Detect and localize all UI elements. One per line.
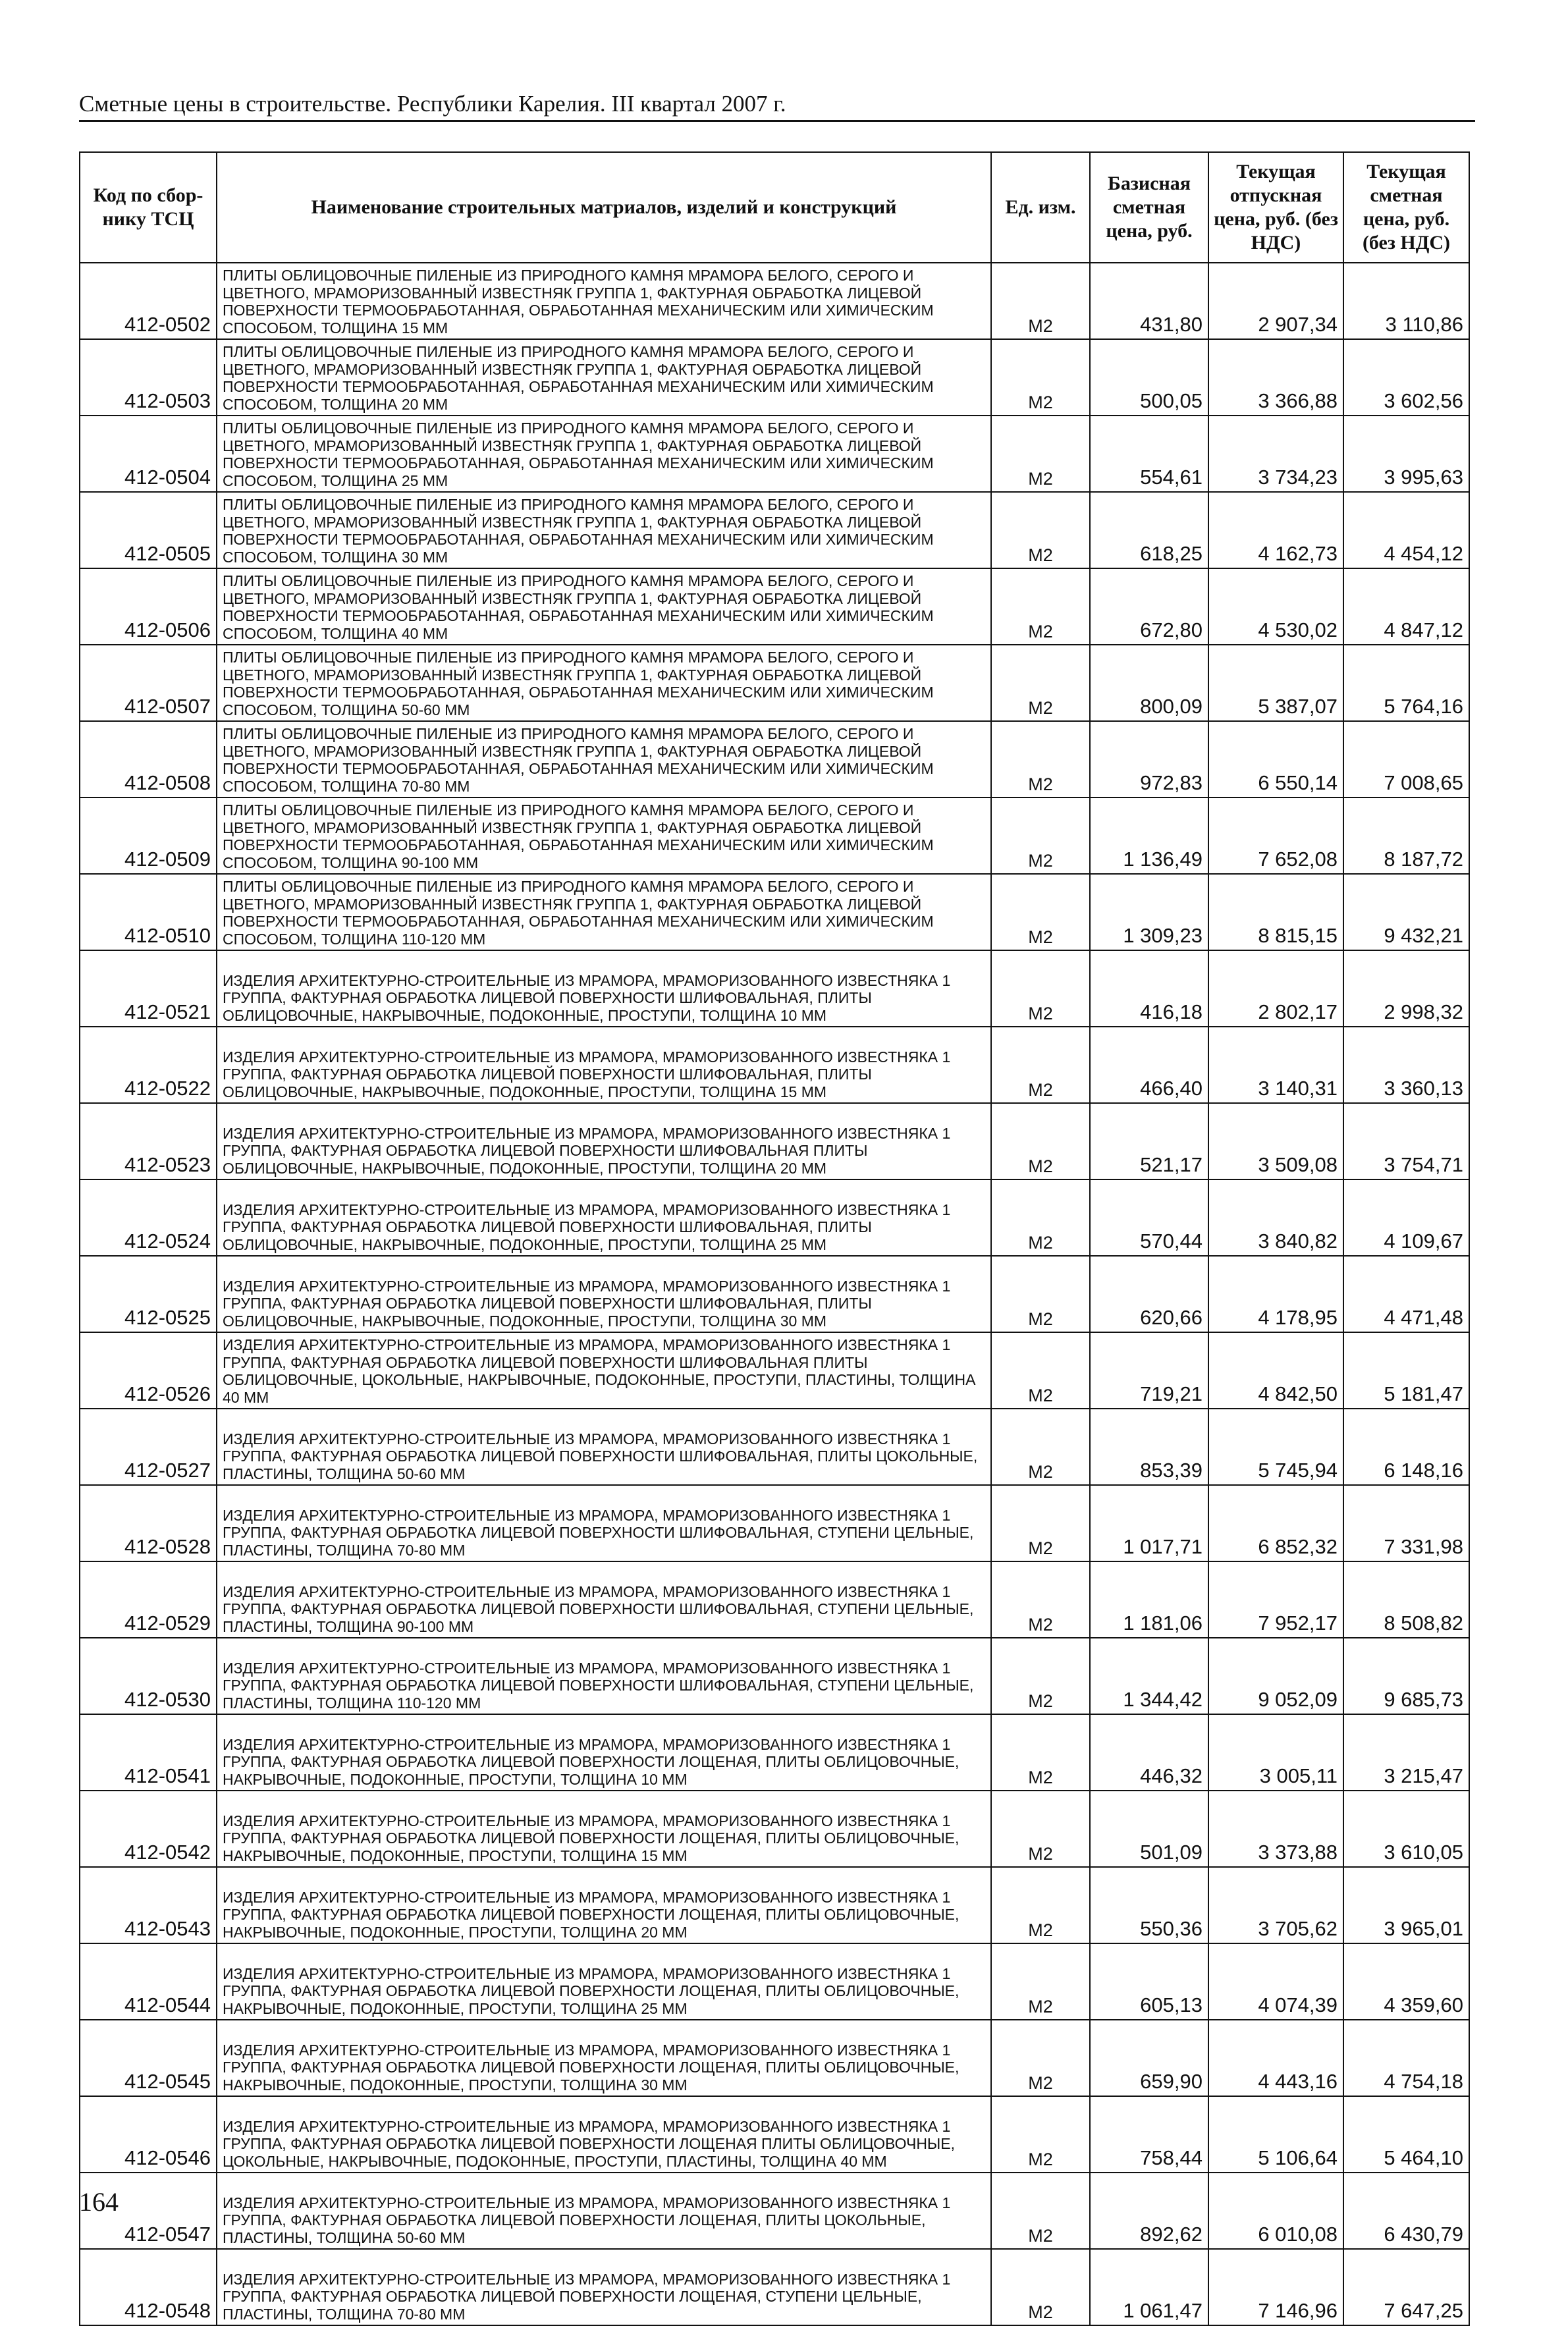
cell-code: 412-0522 — [80, 1027, 217, 1103]
cell-base-price: 521,17 — [1090, 1103, 1208, 1179]
cell-current-estimate-price: 3 995,63 — [1343, 416, 1469, 492]
cell-base-price: 446,32 — [1090, 1714, 1208, 1791]
table-row — [80, 1256, 1469, 1332]
cell-code: 412-0542 — [80, 1791, 217, 1867]
table-row — [80, 950, 1469, 1027]
cell-base-price: 972,83 — [1090, 721, 1208, 798]
cell-current-estimate-price: 5 464,10 — [1343, 2096, 1469, 2173]
cell-name: ПЛИТЫ ОБЛИЦОВОЧНЫЕ ПИЛЕНЫЕ ИЗ ПРИРОДНОГО КАМНЯ МРАМОРА БЕЛОГО, СЕРОГО И ЦВЕТНОГО, МРАМОРИЗОВАННЫЙ ИЗВЕСТНЯК ГРУППА 1, ФАКТУРНАЯ ОБРАБОТКА ЛИЦЕВОЙ ПОВЕРХНОСТИ ТЕРМООБРАБОТАННАЯ, ОБРАБОТАННАЯ МЕХАНИЧЕСКИМ ИЛИ ХИМИЧЕСКИМ СПОСОБОМ, ТОЛЩИНА 90-100 ММ — [217, 798, 991, 874]
cell-code: 412-0510 — [80, 874, 217, 950]
table-row — [80, 568, 1469, 645]
cell-unit: М2 — [991, 950, 1090, 1027]
cell-code: 412-0526 — [80, 1332, 217, 1409]
cell-base-price: 466,40 — [1090, 1027, 1208, 1103]
cell-name: ИЗДЕЛИЯ АРХИТЕКТУРНО-СТРОИТЕЛЬНЫЕ ИЗ МРАМОРА, МРАМОРИЗОВАННОГО ИЗВЕСТНЯКА 1 ГРУППА, ФАКТУРНАЯ ОБРАБОТКА ЛИЦЕВОЙ ПОВЕРХНОСТИ ШЛИФОВАЛЬНАЯ, ПЛИТЫ ОБЛИЦОВОЧНЫЕ, НАКРЫВОЧНЫЕ, ПОДОКОННЫЕ, ПРОСТУПИ, ТОЛЩИНА 25 ММ — [217, 1179, 991, 1256]
cell-unit: М2 — [991, 1027, 1090, 1103]
cell-base-price: 758,44 — [1090, 2096, 1208, 2173]
price-table — [79, 151, 1470, 2326]
cell-base-price: 719,21 — [1090, 1332, 1208, 1409]
cell-base-price: 501,09 — [1090, 1791, 1208, 1867]
cell-name: ИЗДЕЛИЯ АРХИТЕКТУРНО-СТРОИТЕЛЬНЫЕ ИЗ МРАМОРА, МРАМОРИЗОВАННОГО ИЗВЕСТНЯКА 1 ГРУППА, ФАКТУРНАЯ ОБРАБОТКА ЛИЦЕВОЙ ПОВЕРХНОСТИ ЛОЩЕНАЯ, ПЛИТЫ ОБЛИЦОВОЧНЫЕ, НАКРЫВОЧНЫЕ, ПОДОКОННЫЕ, ПРОСТУПИ, ТОЛЩИНА 10 ММ — [217, 1714, 991, 1791]
cell-code: 412-0508 — [80, 721, 217, 798]
cell-unit: М2 — [991, 1179, 1090, 1256]
table-row — [80, 1867, 1469, 1943]
cell-unit: М2 — [991, 1791, 1090, 1867]
cell-current-estimate-price: 7 331,98 — [1343, 1485, 1469, 1561]
cell-current-release-price: 6 550,14 — [1208, 721, 1343, 798]
column-header-name: Наименование строительных матриалов, изделий и конструкций — [217, 152, 991, 263]
column-header-unit: Ед. изм. — [991, 152, 1090, 263]
cell-code: 412-0521 — [80, 950, 217, 1027]
cell-code: 412-0541 — [80, 1714, 217, 1791]
cell-name: ПЛИТЫ ОБЛИЦОВОЧНЫЕ ПИЛЕНЫЕ ИЗ ПРИРОДНОГО КАМНЯ МРАМОРА БЕЛОГО, СЕРОГО И ЦВЕТНОГО, МРАМОРИЗОВАННЫЙ ИЗВЕСТНЯК ГРУППА 1, ФАКТУРНАЯ ОБРАБОТКА ЛИЦЕВОЙ ПОВЕРХНОСТИ ТЕРМООБРАБОТАННАЯ, ОБРАБОТАННАЯ МЕХАНИЧЕСКИМ ИЛИ ХИМИЧЕСКИМ СПОСОБОМ, ТОЛЩИНА 110-120 ММ — [217, 874, 991, 950]
cell-code: 412-0525 — [80, 1256, 217, 1332]
cell-current-estimate-price: 5 181,47 — [1343, 1332, 1469, 1409]
cell-base-price: 1 309,23 — [1090, 874, 1208, 950]
cell-base-price: 570,44 — [1090, 1179, 1208, 1256]
cell-name: ИЗДЕЛИЯ АРХИТЕКТУРНО-СТРОИТЕЛЬНЫЕ ИЗ МРАМОРА, МРАМОРИЗОВАННОГО ИЗВЕСТНЯКА 1 ГРУППА, ФАКТУРНАЯ ОБРАБОТКА ЛИЦЕВОЙ ПОВЕРХНОСТИ ШЛИФОВАЛЬНАЯ, СТУПЕНИ ЦЕЛЬНЫЕ, ПЛАСТИНЫ, ТОЛЩИНА 90-100 ММ — [217, 1561, 991, 1638]
cell-current-release-price: 4 443,16 — [1208, 2020, 1343, 2096]
cell-unit: М2 — [991, 492, 1090, 568]
table-row — [80, 1791, 1469, 1867]
cell-unit: М2 — [991, 645, 1090, 721]
cell-base-price: 431,80 — [1090, 263, 1208, 339]
cell-name: ИЗДЕЛИЯ АРХИТЕКТУРНО-СТРОИТЕЛЬНЫЕ ИЗ МРАМОРА, МРАМОРИЗОВАННОГО ИЗВЕСТНЯКА 1 ГРУППА, ФАКТУРНАЯ ОБРАБОТКА ЛИЦЕВОЙ ПОВЕРХНОСТИ ЛОЩЕНАЯ, ПЛИТЫ ОБЛИЦОВОЧНЫЕ, НАКРЫВОЧНЫЕ, ПОДОКОННЫЕ, ПРОСТУПИ, ТОЛЩИНА 15 ММ — [217, 1791, 991, 1867]
cell-name: ИЗДЕЛИЯ АРХИТЕКТУРНО-СТРОИТЕЛЬНЫЕ ИЗ МРАМОРА, МРАМОРИЗОВАННОГО ИЗВЕСТНЯКА 1 ГРУППА, ФАКТУРНАЯ ОБРАБОТКА ЛИЦЕВОЙ ПОВЕРХНОСТИ ШЛИФОВАЛЬНАЯ, ПЛИТЫ ОБЛИЦОВОЧНЫЕ, НАКРЫВОЧНЫЕ, ПОДОКОННЫЕ, ПРОСТУПИ, ТОЛЩИНА 30 ММ — [217, 1256, 991, 1332]
table-row — [80, 2020, 1469, 2096]
cell-current-estimate-price: 3 360,13 — [1343, 1027, 1469, 1103]
cell-unit: М2 — [991, 1409, 1090, 1485]
cell-base-price: 500,05 — [1090, 339, 1208, 416]
cell-name: ИЗДЕЛИЯ АРХИТЕКТУРНО-СТРОИТЕЛЬНЫЕ ИЗ МРАМОРА, МРАМОРИЗОВАННОГО ИЗВЕСТНЯКА 1 ГРУППА, ФАКТУРНАЯ ОБРАБОТКА ЛИЦЕВОЙ ПОВЕРХНОСТИ ШЛИФОВАЛЬНАЯ ПЛИТЫ ОБЛИЦОВОЧНЫЕ, ЦОКОЛЬНЫЕ, НАКРЫВОЧНЫЕ, ПОДОКОННЫЕ, ПРОСТУПИ, ПЛАСТИНЫ, ТОЛЩИНА 40 ММ — [217, 1332, 991, 1409]
table-row — [80, 1027, 1469, 1103]
cell-current-estimate-price: 9 432,21 — [1343, 874, 1469, 950]
cell-current-release-price: 4 178,95 — [1208, 1256, 1343, 1332]
cell-current-release-price: 3 509,08 — [1208, 1103, 1343, 1179]
cell-base-price: 800,09 — [1090, 645, 1208, 721]
table-row — [80, 1103, 1469, 1179]
cell-current-release-price: 4 842,50 — [1208, 1332, 1343, 1409]
cell-current-release-price: 7 652,08 — [1208, 798, 1343, 874]
cell-unit: М2 — [991, 1714, 1090, 1791]
cell-name: ИЗДЕЛИЯ АРХИТЕКТУРНО-СТРОИТЕЛЬНЫЕ ИЗ МРАМОРА, МРАМОРИЗОВАННОГО ИЗВЕСТНЯКА 1 ГРУППА, ФАКТУРНАЯ ОБРАБОТКА ЛИЦЕВОЙ ПОВЕРХНОСТИ ШЛИФОВАЛЬНАЯ, СТУПЕНИ ЦЕЛЬНЫЕ, ПЛАСТИНЫ, ТОЛЩИНА 110-120 ММ — [217, 1638, 991, 1714]
cell-code: 412-0545 — [80, 2020, 217, 2096]
cell-current-release-price: 6 010,08 — [1208, 2173, 1343, 2249]
cell-unit: М2 — [991, 2096, 1090, 2173]
cell-base-price: 416,18 — [1090, 950, 1208, 1027]
cell-name: ИЗДЕЛИЯ АРХИТЕКТУРНО-СТРОИТЕЛЬНЫЕ ИЗ МРАМОРА, МРАМОРИЗОВАННОГО ИЗВЕСТНЯКА 1 ГРУППА, ФАКТУРНАЯ ОБРАБОТКА ЛИЦЕВОЙ ПОВЕРХНОСТИ ЛОЩЕНАЯ, ПЛИТЫ ОБЛИЦОВОЧНЫЕ, НАКРЫВОЧНЫЕ, ПОДОКОННЫЕ, ПРОСТУПИ, ТОЛЩИНА 20 ММ — [217, 1867, 991, 1943]
cell-base-price: 1 344,42 — [1090, 1638, 1208, 1714]
cell-current-estimate-price: 4 847,12 — [1343, 568, 1469, 645]
table-row — [80, 874, 1469, 950]
cell-base-price: 618,25 — [1090, 492, 1208, 568]
cell-unit: М2 — [991, 2249, 1090, 2325]
cell-name: ИЗДЕЛИЯ АРХИТЕКТУРНО-СТРОИТЕЛЬНЫЕ ИЗ МРАМОРА, МРАМОРИЗОВАННОГО ИЗВЕСТНЯКА 1 ГРУППА, ФАКТУРНАЯ ОБРАБОТКА ЛИЦЕВОЙ ПОВЕРХНОСТИ ШЛИФОВАЛЬНАЯ ПЛИТЫ ОБЛИЦОВОЧНЫЕ, НАКРЫВОЧНЫЕ, ПОДОКОННЫЕ, ПРОСТУПИ, ТОЛЩИНА 20 ММ — [217, 1103, 991, 1179]
page-number: 164 — [79, 2187, 119, 2217]
cell-current-release-price: 4 074,39 — [1208, 1943, 1343, 2020]
cell-unit: М2 — [991, 568, 1090, 645]
cell-unit: М2 — [991, 1103, 1090, 1179]
cell-current-release-price: 2 907,34 — [1208, 263, 1343, 339]
cell-unit: М2 — [991, 339, 1090, 416]
cell-code: 412-0523 — [80, 1103, 217, 1179]
cell-base-price: 659,90 — [1090, 2020, 1208, 2096]
cell-current-release-price: 7 146,96 — [1208, 2249, 1343, 2325]
cell-current-estimate-price: 7 647,25 — [1343, 2249, 1469, 2325]
cell-unit: М2 — [991, 1332, 1090, 1409]
cell-base-price: 672,80 — [1090, 568, 1208, 645]
cell-name: ИЗДЕЛИЯ АРХИТЕКТУРНО-СТРОИТЕЛЬНЫЕ ИЗ МРАМОРА, МРАМОРИЗОВАННОГО ИЗВЕСТНЯКА 1 ГРУППА, ФАКТУРНАЯ ОБРАБОТКА ЛИЦЕВОЙ ПОВЕРХНОСТИ ШЛИФОВАЛЬНАЯ, ПЛИТЫ ОБЛИЦОВОЧНЫЕ, НАКРЫВОЧНЫЕ, ПОДОКОННЫЕ, ПРОСТУПИ, ТОЛЩИНА 15 ММ — [217, 1027, 991, 1103]
cell-unit: М2 — [991, 2173, 1090, 2249]
cell-unit: М2 — [991, 416, 1090, 492]
cell-unit: М2 — [991, 2020, 1090, 2096]
cell-current-estimate-price: 6 430,79 — [1343, 2173, 1469, 2249]
cell-base-price: 853,39 — [1090, 1409, 1208, 1485]
table-row — [80, 721, 1469, 798]
cell-base-price: 1 136,49 — [1090, 798, 1208, 874]
cell-name: ИЗДЕЛИЯ АРХИТЕКТУРНО-СТРОИТЕЛЬНЫЕ ИЗ МРАМОРА, МРАМОРИЗОВАННОГО ИЗВЕСТНЯКА 1 ГРУППА, ФАКТУРНАЯ ОБРАБОТКА ЛИЦЕВОЙ ПОВЕРХНОСТИ ЛОЩЕНАЯ, ПЛИТЫ ОБЛИЦОВОЧНЫЕ, НАКРЫВОЧНЫЕ, ПОДОКОННЫЕ, ПРОСТУПИ, ТОЛЩИНА 25 ММ — [217, 1943, 991, 2020]
cell-current-release-price: 5 745,94 — [1208, 1409, 1343, 1485]
cell-unit: М2 — [991, 1485, 1090, 1561]
table-row — [80, 1332, 1469, 1409]
table-row — [80, 2173, 1469, 2249]
cell-current-estimate-price: 2 998,32 — [1343, 950, 1469, 1027]
cell-current-release-price: 3 705,62 — [1208, 1867, 1343, 1943]
cell-current-release-price: 5 106,64 — [1208, 2096, 1343, 2173]
column-header-base-price: Базисная сметная цена, руб. — [1090, 152, 1208, 263]
cell-current-estimate-price: 8 508,82 — [1343, 1561, 1469, 1638]
cell-name: ПЛИТЫ ОБЛИЦОВОЧНЫЕ ПИЛЕНЫЕ ИЗ ПРИРОДНОГО КАМНЯ МРАМОРА БЕЛОГО, СЕРОГО И ЦВЕТНОГО, МРАМОРИЗОВАННЫЙ ИЗВЕСТНЯК ГРУППА 1, ФАКТУРНАЯ ОБРАБОТКА ЛИЦЕВОЙ ПОВЕРХНОСТИ ТЕРМООБРАБОТАННАЯ, ОБРАБОТАННАЯ МЕХАНИЧЕСКИМ ИЛИ ХИМИЧЕСКИМ СПОСОБОМ, ТОЛЩИНА 20 ММ — [217, 339, 991, 416]
cell-base-price: 620,66 — [1090, 1256, 1208, 1332]
cell-name: ИЗДЕЛИЯ АРХИТЕКТУРНО-СТРОИТЕЛЬНЫЕ ИЗ МРАМОРА, МРАМОРИЗОВАННОГО ИЗВЕСТНЯКА 1 ГРУППА, ФАКТУРНАЯ ОБРАБОТКА ЛИЦЕВОЙ ПОВЕРХНОСТИ ЛОЩЕНАЯ, ПЛИТЫ ОБЛИЦОВОЧНЫЕ, НАКРЫВОЧНЫЕ, ПОДОКОННЫЕ, ПРОСТУПИ, ТОЛЩИНА 30 ММ — [217, 2020, 991, 2096]
cell-current-release-price: 3 840,82 — [1208, 1179, 1343, 1256]
cell-current-release-price: 3 734,23 — [1208, 416, 1343, 492]
cell-current-estimate-price: 9 685,73 — [1343, 1638, 1469, 1714]
cell-code: 412-0547 — [80, 2173, 217, 2249]
cell-name: ПЛИТЫ ОБЛИЦОВОЧНЫЕ ПИЛЕНЫЕ ИЗ ПРИРОДНОГО КАМНЯ МРАМОРА БЕЛОГО, СЕРОГО И ЦВЕТНОГО, МРАМОРИЗОВАННЫЙ ИЗВЕСТНЯК ГРУППА 1, ФАКТУРНАЯ ОБРАБОТКА ЛИЦЕВОЙ ПОВЕРХНОСТИ ТЕРМООБРАБОТАННАЯ, ОБРАБОТАННАЯ МЕХАНИЧЕСКИМ ИЛИ ХИМИЧЕСКИМ СПОСОБОМ, ТОЛЩИНА 70-80 ММ — [217, 721, 991, 798]
cell-base-price: 1 017,71 — [1090, 1485, 1208, 1561]
cell-current-estimate-price: 4 754,18 — [1343, 2020, 1469, 2096]
cell-current-release-price: 4 162,73 — [1208, 492, 1343, 568]
cell-unit: М2 — [991, 798, 1090, 874]
cell-current-release-price: 7 952,17 — [1208, 1561, 1343, 1638]
cell-current-release-price: 3 373,88 — [1208, 1791, 1343, 1867]
cell-current-estimate-price: 3 754,71 — [1343, 1103, 1469, 1179]
table-row — [80, 1943, 1469, 2020]
cell-current-release-price: 4 530,02 — [1208, 568, 1343, 645]
cell-current-release-price: 3 005,11 — [1208, 1714, 1343, 1791]
cell-current-estimate-price: 7 008,65 — [1343, 721, 1469, 798]
cell-base-price: 605,13 — [1090, 1943, 1208, 2020]
cell-name: ИЗДЕЛИЯ АРХИТЕКТУРНО-СТРОИТЕЛЬНЫЕ ИЗ МРАМОРА, МРАМОРИЗОВАННОГО ИЗВЕСТНЯКА 1 ГРУППА, ФАКТУРНАЯ ОБРАБОТКА ЛИЦЕВОЙ ПОВЕРХНОСТИ ЛОЩЕНАЯ, ПЛИТЫ ЦОКОЛЬНЫЕ, ПЛАСТИНЫ, ТОЛЩИНА 50-60 ММ — [217, 2173, 991, 2249]
cell-name: ИЗДЕЛИЯ АРХИТЕКТУРНО-СТРОИТЕЛЬНЫЕ ИЗ МРАМОРА, МРАМОРИЗОВАННОГО ИЗВЕСТНЯКА 1 ГРУППА, ФАКТУРНАЯ ОБРАБОТКА ЛИЦЕВОЙ ПОВЕРХНОСТИ ЛОЩЕНАЯ, СТУПЕНИ ЦЕЛЬНЫЕ, ПЛАСТИНЫ, ТОЛЩИНА 70-80 ММ — [217, 2249, 991, 2325]
cell-current-estimate-price: 3 110,86 — [1343, 263, 1469, 339]
cell-name: ИЗДЕЛИЯ АРХИТЕКТУРНО-СТРОИТЕЛЬНЫЕ ИЗ МРАМОРА, МРАМОРИЗОВАННОГО ИЗВЕСТНЯКА 1 ГРУППА, ФАКТУРНАЯ ОБРАБОТКА ЛИЦЕВОЙ ПОВЕРХНОСТИ ШЛИФОВАЛЬНАЯ, ПЛИТЫ ОБЛИЦОВОЧНЫЕ, НАКРЫВОЧНЫЕ, ПОДОКОННЫЕ, ПРОСТУПИ, ТОЛЩИНА 10 ММ — [217, 950, 991, 1027]
cell-code: 412-0544 — [80, 1943, 217, 2020]
cell-current-estimate-price: 4 454,12 — [1343, 492, 1469, 568]
table-row — [80, 1561, 1469, 1638]
cell-name: ИЗДЕЛИЯ АРХИТЕКТУРНО-СТРОИТЕЛЬНЫЕ ИЗ МРАМОРА, МРАМОРИЗОВАННОГО ИЗВЕСТНЯКА 1 ГРУППА, ФАКТУРНАЯ ОБРАБОТКА ЛИЦЕВОЙ ПОВЕРХНОСТИ ШЛИФОВАЛЬНАЯ, ПЛИТЫ ЦОКОЛЬНЫЕ, ПЛАСТИНЫ, ТОЛЩИНА 50-60 ММ — [217, 1409, 991, 1485]
cell-current-estimate-price: 3 610,05 — [1343, 1791, 1469, 1867]
cell-code: 412-0505 — [80, 492, 217, 568]
cell-base-price: 554,61 — [1090, 416, 1208, 492]
cell-current-release-price: 3 366,88 — [1208, 339, 1343, 416]
cell-current-release-price: 2 802,17 — [1208, 950, 1343, 1027]
table-body — [80, 263, 1469, 2325]
cell-code: 412-0503 — [80, 339, 217, 416]
cell-code: 412-0529 — [80, 1561, 217, 1638]
cell-name: ИЗДЕЛИЯ АРХИТЕКТУРНО-СТРОИТЕЛЬНЫЕ ИЗ МРАМОРА, МРАМОРИЗОВАННОГО ИЗВЕСТНЯКА 1 ГРУППА, ФАКТУРНАЯ ОБРАБОТКА ЛИЦЕВОЙ ПОВЕРХНОСТИ ШЛИФОВАЛЬНАЯ, СТУПЕНИ ЦЕЛЬНЫЕ, ПЛАСТИНЫ, ТОЛЩИНА 70-80 ММ — [217, 1485, 991, 1561]
cell-code: 412-0530 — [80, 1638, 217, 1714]
cell-unit: М2 — [991, 1943, 1090, 2020]
column-header-code: Код по сбор-нику ТСЦ — [80, 152, 217, 263]
cell-code: 412-0528 — [80, 1485, 217, 1561]
cell-code: 412-0524 — [80, 1179, 217, 1256]
cell-current-estimate-price: 3 602,56 — [1343, 339, 1469, 416]
cell-unit: М2 — [991, 1638, 1090, 1714]
cell-current-estimate-price: 4 109,67 — [1343, 1179, 1469, 1256]
table-header-row — [80, 152, 1469, 263]
table-row — [80, 492, 1469, 568]
cell-code: 412-0546 — [80, 2096, 217, 2173]
cell-name: ПЛИТЫ ОБЛИЦОВОЧНЫЕ ПИЛЕНЫЕ ИЗ ПРИРОДНОГО КАМНЯ МРАМОРА БЕЛОГО, СЕРОГО И ЦВЕТНОГО, МРАМОРИЗОВАННЫЙ ИЗВЕСТНЯК ГРУППА 1, ФАКТУРНАЯ ОБРАБОТКА ЛИЦЕВОЙ ПОВЕРХНОСТИ ТЕРМООБРАБОТАННАЯ, ОБРАБОТАННАЯ МЕХАНИЧЕСКИМ ИЛИ ХИМИЧЕСКИМ СПОСОБОМ, ТОЛЩИНА 25 ММ — [217, 416, 991, 492]
cell-base-price: 1 181,06 — [1090, 1561, 1208, 1638]
column-header-current-estimate-price: Текущая сметная цена, руб. (без НДС) — [1343, 152, 1469, 263]
cell-unit: М2 — [991, 721, 1090, 798]
cell-base-price: 1 061,47 — [1090, 2249, 1208, 2325]
cell-unit: М2 — [991, 1867, 1090, 1943]
cell-code: 412-0527 — [80, 1409, 217, 1485]
cell-current-estimate-price: 3 965,01 — [1343, 1867, 1469, 1943]
cell-name: ПЛИТЫ ОБЛИЦОВОЧНЫЕ ПИЛЕНЫЕ ИЗ ПРИРОДНОГО КАМНЯ МРАМОРА БЕЛОГО, СЕРОГО И ЦВЕТНОГО, МРАМОРИЗОВАННЫЙ ИЗВЕСТНЯК ГРУППА 1, ФАКТУРНАЯ ОБРАБОТКА ЛИЦЕВОЙ ПОВЕРХНОСТИ ТЕРМООБРАБОТАННАЯ, ОБРАБОТАННАЯ МЕХАНИЧЕСКИМ ИЛИ ХИМИЧЕСКИМ СПОСОБОМ, ТОЛЩИНА 40 ММ — [217, 568, 991, 645]
cell-name: ПЛИТЫ ОБЛИЦОВОЧНЫЕ ПИЛЕНЫЕ ИЗ ПРИРОДНОГО КАМНЯ МРАМОРА БЕЛОГО, СЕРОГО И ЦВЕТНОГО, МРАМОРИЗОВАННЫЙ ИЗВЕСТНЯК ГРУППА 1, ФАКТУРНАЯ ОБРАБОТКА ЛИЦЕВОЙ ПОВЕРХНОСТИ ТЕРМООБРАБОТАННАЯ, ОБРАБОТАННАЯ МЕХАНИЧЕСКИМ ИЛИ ХИМИЧЕСКИМ СПОСОБОМ, ТОЛЩИНА 50-60 ММ — [217, 645, 991, 721]
cell-current-release-price: 3 140,31 — [1208, 1027, 1343, 1103]
cell-current-release-price: 8 815,15 — [1208, 874, 1343, 950]
cell-code: 412-0509 — [80, 798, 217, 874]
cell-current-estimate-price: 6 148,16 — [1343, 1409, 1469, 1485]
cell-current-estimate-price: 3 215,47 — [1343, 1714, 1469, 1791]
table-row — [80, 645, 1469, 721]
cell-unit: М2 — [991, 1256, 1090, 1332]
cell-code: 412-0502 — [80, 263, 217, 339]
table-row — [80, 2249, 1469, 2325]
cell-code: 412-0504 — [80, 416, 217, 492]
table-row — [80, 1179, 1469, 1256]
table-row — [80, 339, 1469, 416]
cell-unit: М2 — [991, 1561, 1090, 1638]
cell-current-release-price: 5 387,07 — [1208, 645, 1343, 721]
cell-code: 412-0543 — [80, 1867, 217, 1943]
table-row — [80, 798, 1469, 874]
cell-name: ПЛИТЫ ОБЛИЦОВОЧНЫЕ ПИЛЕНЫЕ ИЗ ПРИРОДНОГО КАМНЯ МРАМОРА БЕЛОГО, СЕРОГО И ЦВЕТНОГО, МРАМОРИЗОВАННЫЙ ИЗВЕСТНЯК ГРУППА 1, ФАКТУРНАЯ ОБРАБОТКА ЛИЦЕВОЙ ПОВЕРХНОСТИ ТЕРМООБРАБОТАННАЯ, ОБРАБОТАННАЯ МЕХАНИЧЕСКИМ ИЛИ ХИМИЧЕСКИМ СПОСОБОМ, ТОЛЩИНА 30 ММ — [217, 492, 991, 568]
cell-current-estimate-price: 4 471,48 — [1343, 1256, 1469, 1332]
table-row — [80, 1485, 1469, 1561]
cell-current-release-price: 6 852,32 — [1208, 1485, 1343, 1561]
page-header: Сметные цены в строительстве. Республики Карелия. III квартал 2007 г. — [79, 91, 1475, 122]
cell-name: ИЗДЕЛИЯ АРХИТЕКТУРНО-СТРОИТЕЛЬНЫЕ ИЗ МРАМОРА, МРАМОРИЗОВАННОГО ИЗВЕСТНЯКА 1 ГРУППА, ФАКТУРНАЯ ОБРАБОТКА ЛИЦЕВОЙ ПОВЕРХНОСТИ ЛОЩЕНАЯ ПЛИТЫ ОБЛИЦОВОЧНЫЕ, ЦОКОЛЬНЫЕ, НАКРЫВОЧНЫЕ, ПОДОКОННЫЕ, ПРОСТУПИ, ПЛАСТИНЫ, ТОЛЩИНА 40 ММ — [217, 2096, 991, 2173]
cell-current-estimate-price: 8 187,72 — [1343, 798, 1469, 874]
cell-current-estimate-price: 5 764,16 — [1343, 645, 1469, 721]
cell-code: 412-0548 — [80, 2249, 217, 2325]
cell-base-price: 892,62 — [1090, 2173, 1208, 2249]
cell-current-release-price: 9 052,09 — [1208, 1638, 1343, 1714]
table-row — [80, 1638, 1469, 1714]
table-row — [80, 263, 1469, 339]
cell-current-estimate-price: 4 359,60 — [1343, 1943, 1469, 2020]
cell-name: ПЛИТЫ ОБЛИЦОВОЧНЫЕ ПИЛЕНЫЕ ИЗ ПРИРОДНОГО КАМНЯ МРАМОРА БЕЛОГО, СЕРОГО И ЦВЕТНОГО, МРАМОРИЗОВАННЫЙ ИЗВЕСТНЯК ГРУППА 1, ФАКТУРНАЯ ОБРАБОТКА ЛИЦЕВОЙ ПОВЕРХНОСТИ ТЕРМООБРАБОТАННАЯ, ОБРАБОТАННАЯ МЕХАНИЧЕСКИМ ИЛИ ХИМИЧЕСКИМ СПОСОБОМ, ТОЛЩИНА 15 ММ — [217, 263, 991, 339]
table-row — [80, 2096, 1469, 2173]
cell-code: 412-0507 — [80, 645, 217, 721]
cell-unit: М2 — [991, 263, 1090, 339]
cell-base-price: 550,36 — [1090, 1867, 1208, 1943]
table-row — [80, 1714, 1469, 1791]
cell-unit: М2 — [991, 874, 1090, 950]
table-row — [80, 1409, 1469, 1485]
table-row — [80, 416, 1469, 492]
column-header-current-release-price: Текущая отпускная цена, руб. (без НДС) — [1208, 152, 1343, 263]
cell-code: 412-0506 — [80, 568, 217, 645]
